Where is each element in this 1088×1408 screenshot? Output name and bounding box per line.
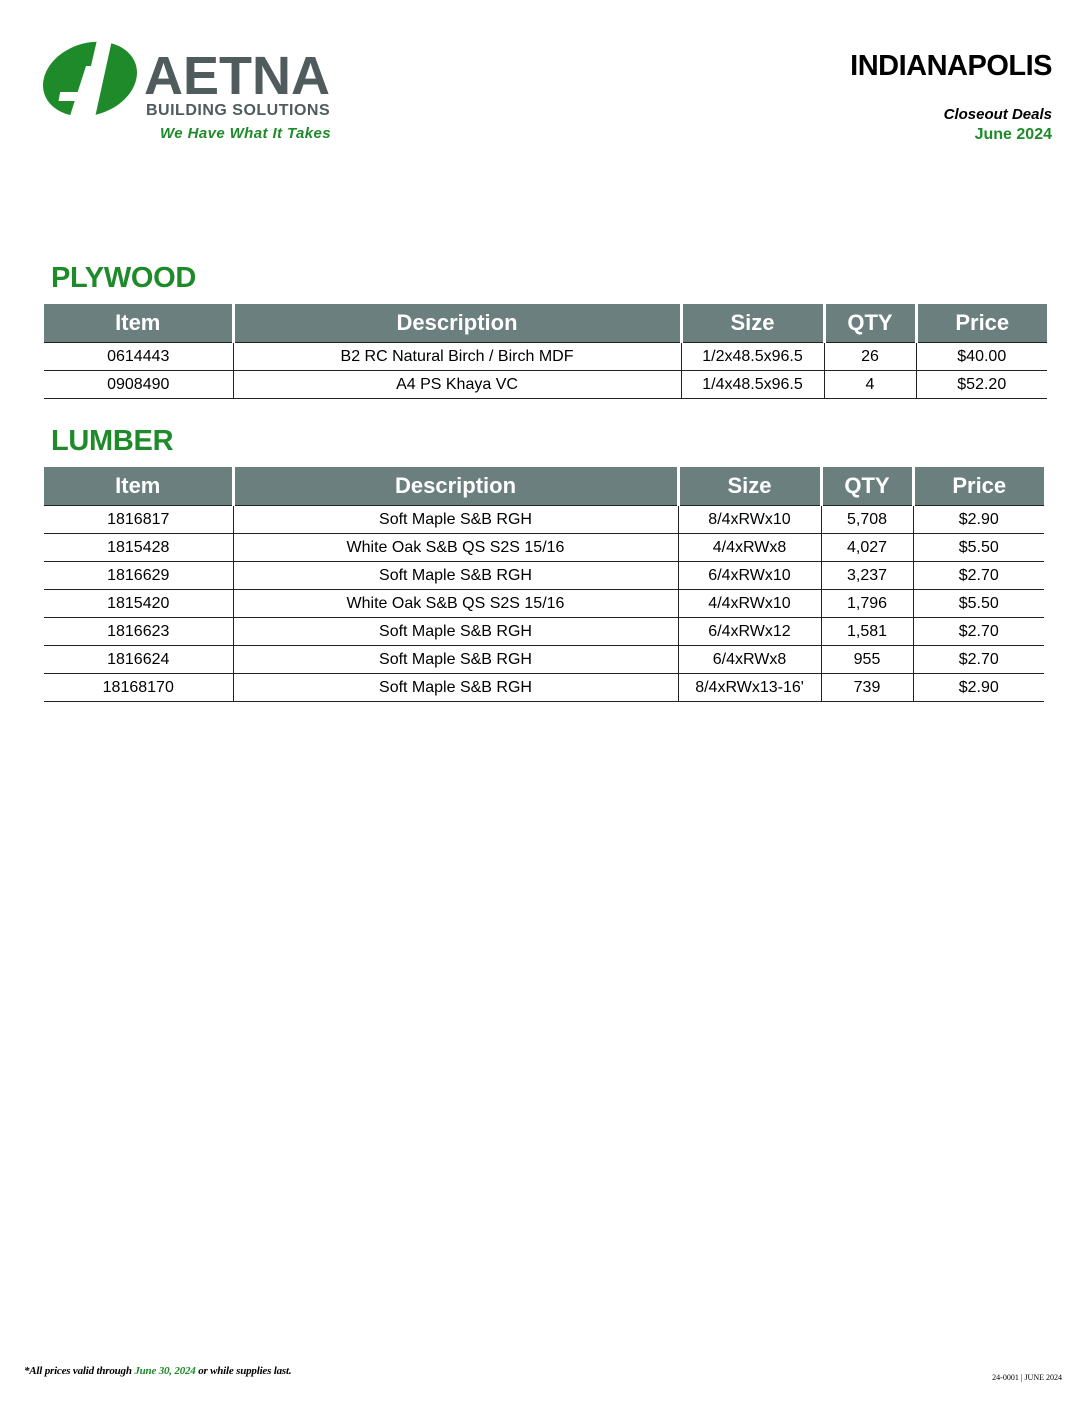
lumber-column-header-item: Item	[44, 467, 233, 506]
cell-qty: 1,581	[821, 618, 913, 646]
cell-item: 1816629	[44, 562, 233, 590]
deal-title: Closeout Deals	[943, 106, 1052, 123]
cell-item: 18168170	[44, 674, 233, 702]
lumber-section-title: LUMBER	[51, 425, 174, 457]
cell-price: $2.70	[913, 562, 1044, 590]
cell-price: $2.90	[913, 674, 1044, 702]
cell-size: 1/4x48.5x96.5	[681, 371, 824, 399]
lumber-column-header-description: Description	[233, 467, 678, 506]
cell-item: 0614443	[44, 343, 233, 371]
cell-price: $5.50	[913, 534, 1044, 562]
cell-description: B2 RC Natural Birch / Birch MDF	[233, 343, 681, 371]
cell-item: 1816817	[44, 506, 233, 534]
brand-subtitle: BUILDING SOLUTIONS	[146, 102, 331, 119]
document-code: 24-0001 | JUNE 2024	[992, 1373, 1062, 1382]
brand-tagline: We Have What It Takes	[160, 125, 331, 142]
plywood-column-header-description: Description	[233, 304, 681, 343]
table-row	[44, 590, 1044, 618]
cell-price: $5.50	[913, 590, 1044, 618]
cell-description: Soft Maple S&B RGH	[233, 618, 678, 646]
plywood-column-header-size: Size	[681, 304, 824, 343]
table-row	[44, 562, 1044, 590]
cell-item: 1815420	[44, 590, 233, 618]
cell-item: 1815428	[44, 534, 233, 562]
table-row	[44, 371, 1047, 399]
cell-item: 0908490	[44, 371, 233, 399]
cell-description: A4 PS Khaya VC	[233, 371, 681, 399]
cell-price: $40.00	[916, 343, 1047, 371]
table-row	[44, 618, 1044, 646]
cell-size: 6/4xRWx10	[678, 562, 821, 590]
table-row	[44, 534, 1044, 562]
cell-qty: 4,027	[821, 534, 913, 562]
cell-description: Soft Maple S&B RGH	[233, 646, 678, 674]
plywood-column-header-price: Price	[916, 304, 1047, 343]
cell-description: White Oak S&B QS S2S 15/16	[233, 590, 678, 618]
cell-size: 8/4xRWx10	[678, 506, 821, 534]
cell-description: Soft Maple S&B RGH	[233, 506, 678, 534]
cell-price: $52.20	[916, 371, 1047, 399]
cell-qty: 26	[824, 343, 916, 371]
cell-size: 6/4xRWx12	[678, 618, 821, 646]
table-row	[44, 506, 1044, 534]
cell-size: 4/4xRWx8	[678, 534, 821, 562]
aetna-a-logo-icon	[40, 36, 140, 122]
cell-qty: 4	[824, 371, 916, 399]
cell-price: $2.70	[913, 618, 1044, 646]
plywood-column-header-qty: QTY	[824, 304, 916, 343]
plywood-table	[44, 304, 1047, 399]
table-row	[44, 343, 1047, 371]
lumber-column-header-size: Size	[678, 467, 821, 506]
table-row	[44, 674, 1044, 702]
cell-size: 8/4xRWx13-16'	[678, 674, 821, 702]
footer-note-date: June 30, 2024	[134, 1365, 196, 1377]
table-row	[44, 646, 1044, 674]
plywood-section-title: PLYWOOD	[51, 262, 197, 294]
cell-description: Soft Maple S&B RGH	[233, 562, 678, 590]
location-title: INDIANAPOLIS	[850, 50, 1052, 82]
cell-price: $2.90	[913, 506, 1044, 534]
deal-date: June 2024	[974, 126, 1052, 143]
cell-qty: 955	[821, 646, 913, 674]
brand-name: AETNA	[144, 46, 330, 106]
plywood-header-row	[44, 304, 1047, 343]
footer-note-prefix: *All prices valid through	[24, 1365, 132, 1377]
cell-description: Soft Maple S&B RGH	[233, 674, 678, 702]
cell-qty: 3,237	[821, 562, 913, 590]
lumber-header-row	[44, 467, 1044, 506]
plywood-column-header-item: Item	[44, 304, 233, 343]
cell-size: 4/4xRWx10	[678, 590, 821, 618]
footer-note	[24, 1365, 291, 1377]
cell-qty: 739	[821, 674, 913, 702]
cell-item: 1816623	[44, 618, 233, 646]
lumber-column-header-qty: QTY	[821, 467, 913, 506]
lumber-column-header-price: Price	[913, 467, 1044, 506]
cell-size: 6/4xRWx8	[678, 646, 821, 674]
company-logo	[40, 36, 340, 148]
cell-qty: 5,708	[821, 506, 913, 534]
cell-description: White Oak S&B QS S2S 15/16	[233, 534, 678, 562]
footer-note-suffix: or while supplies last.	[198, 1365, 292, 1377]
cell-size: 1/2x48.5x96.5	[681, 343, 824, 371]
cell-price: $2.70	[913, 646, 1044, 674]
cell-qty: 1,796	[821, 590, 913, 618]
cell-item: 1816624	[44, 646, 233, 674]
lumber-table	[44, 467, 1044, 702]
